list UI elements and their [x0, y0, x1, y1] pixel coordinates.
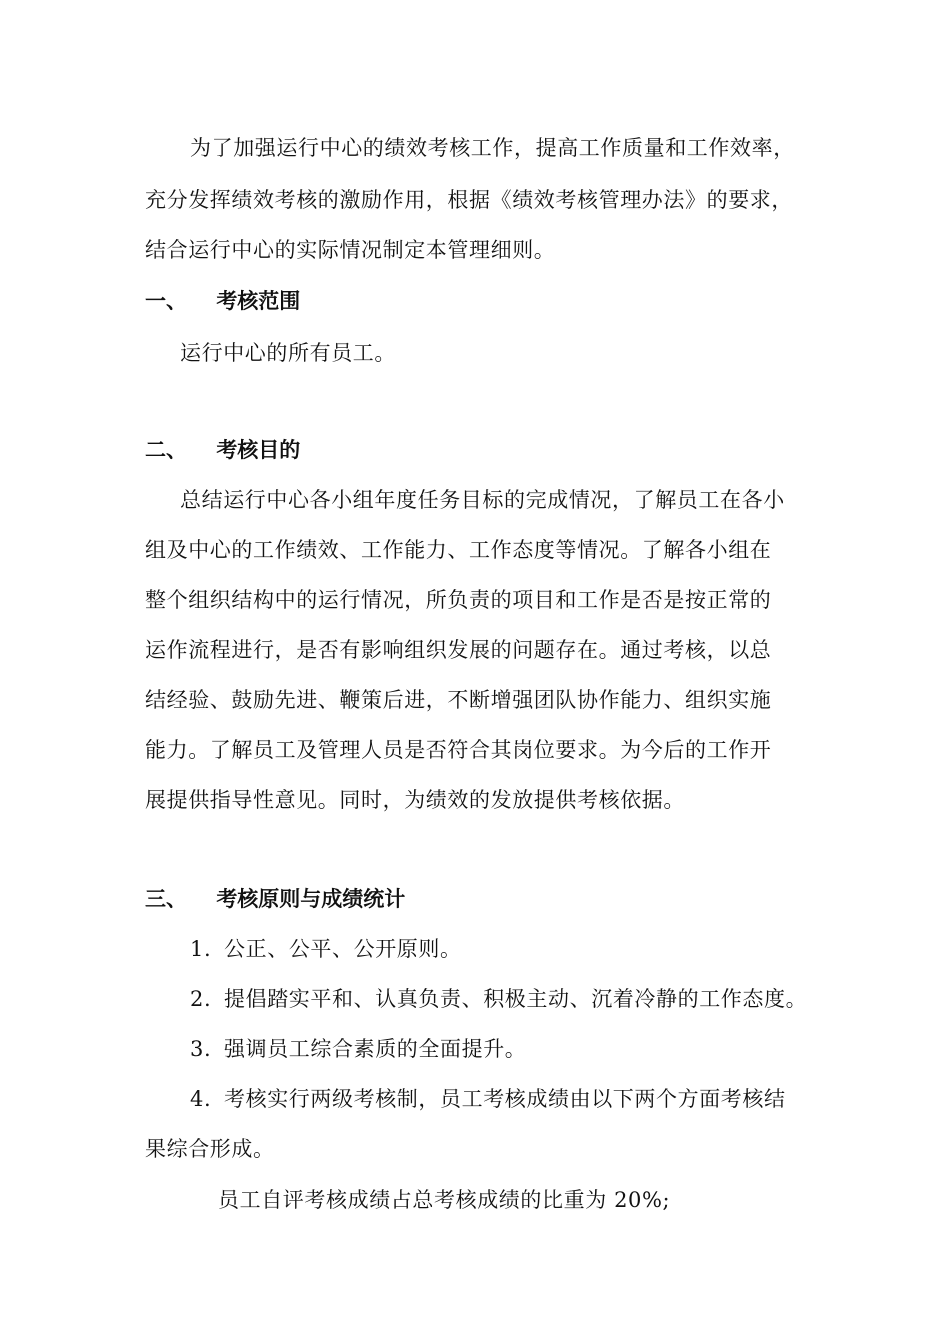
section-3-heading [145, 885, 405, 913]
section-1-title: 考核范围 [216, 289, 301, 313]
section-2-line-7: 展提供指导性意见。同时，为绩效的发放提供考核依据。 [145, 788, 685, 812]
item-index: 3. [190, 1037, 212, 1061]
section-2-title: 考核目的 [216, 438, 301, 462]
item-index: 1. [190, 937, 212, 961]
section-2-line-6: 能力。了解员工及管理人员是否符合其岗位要求。为今后的工作开 [145, 738, 772, 762]
section-2-number: 二、 [145, 438, 187, 462]
section-2-line-2: 组及中心的工作绩效、工作能力、工作态度等情况。了解各小组在 [145, 538, 772, 562]
section-1-number: 一、 [145, 289, 187, 313]
section-1-body: 运行中心的所有员工。 [180, 341, 396, 365]
section-1-heading [145, 287, 300, 315]
section-2-line-5: 结经验、鼓励先进、鞭策后进，不断增强团队协作能力、组织实施 [145, 688, 772, 712]
item-text: 公正、公平、公开原则。 [224, 937, 462, 961]
item-text: 提倡踏实平和、认真负责、积极主动、沉着冷静的工作态度。 [224, 987, 808, 1011]
item-index: 2. [190, 987, 212, 1011]
section-2-line-3: 整个组织结构中的运行情况，所负责的项目和工作是否是按正常的 [145, 588, 772, 612]
section-3-item-1 [190, 935, 462, 963]
section-3-item-4-continuation: 果综合形成。 [145, 1137, 275, 1161]
intro-line-1: 为了加强运行中心的绩效考核工作，提高工作质量和工作效率， [190, 136, 795, 160]
intro-line-3: 结合运行中心的实际情况制定本管理细则。 [145, 238, 556, 262]
section-3-number: 三、 [145, 887, 187, 911]
intro-line-2: 充分发挥绩效考核的激励作用，根据《绩效考核管理办法》的要求， [145, 188, 793, 212]
section-2-heading [145, 436, 300, 464]
section-2-line-4: 运作流程进行，是否有影响组织发展的问题存在。通过考核，以总 [145, 638, 772, 662]
item-text: 考核实行两级考核制，员工考核成绩由以下两个方面考核结 [224, 1087, 786, 1111]
section-3-item-3 [190, 1035, 526, 1063]
section-2-line-1: 总结运行中心各小组年度任务目标的完成情况，了解员工在各小 [180, 488, 785, 512]
item-index: 4. [190, 1087, 212, 1111]
section-3-title: 考核原则与成绩统计 [216, 887, 406, 911]
self-assessment-weight: 员工自评考核成绩占总考核成绩的比重为 20%; [218, 1188, 671, 1212]
section-3-item-2 [190, 985, 807, 1013]
item-text: 强调员工综合素质的全面提升。 [224, 1037, 527, 1061]
section-3-item-4 [190, 1085, 786, 1113]
